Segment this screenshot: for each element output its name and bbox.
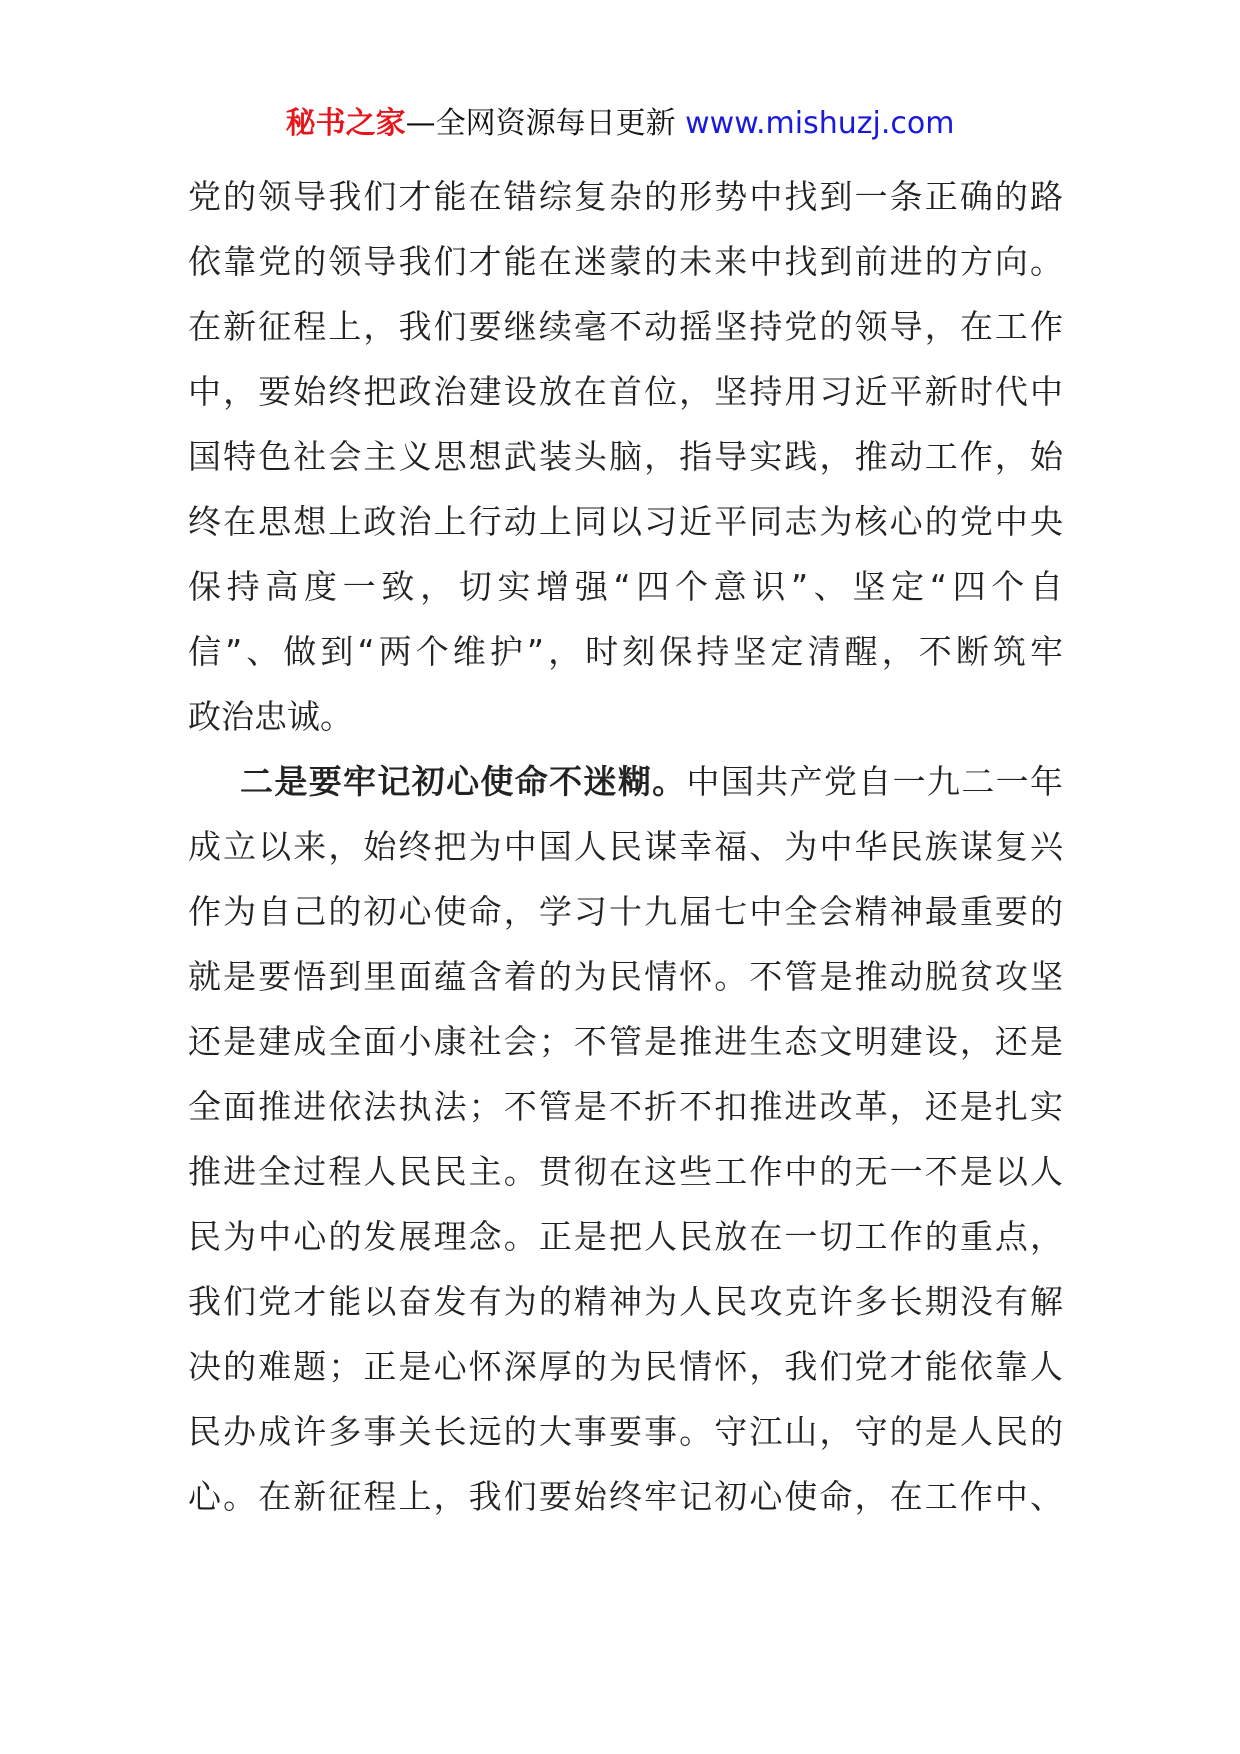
paragraph-2 [188,749,1063,1529]
site-brand: 秘书之家 [285,106,406,141]
text-line: 信”、做到“两个维护”，时刻保持坚定清醒，不断筑牢 [188,632,1063,671]
text-line: 中，要始终把政治建设放在首位，坚持用习近平新时代中 [188,372,1063,411]
text-line: 国特色社会主义思想武装头脑，指导实践，推动工作，始 [188,437,1063,476]
text-line: 政治忠诚。 [188,697,353,736]
paragraph-1 [188,164,1063,749]
text-line: 心。在新征程上，我们要始终牢记初心使命，在工作中、 [188,1477,1063,1516]
text-line: 就是要悟到里面蕴含着的为民情怀。不管是推动脱贫攻坚 [188,957,1063,996]
text-line: 终在思想上政治上行动上同以习近平同志为核心的党中央 [188,502,1063,541]
text-line: 推进全过程人民民主。贯彻在这些工作中的无一不是以人 [188,1152,1063,1191]
text-line: 民办成许多事关长远的大事要事。守江山，守的是人民的 [188,1412,1063,1451]
text-line: 依靠党的领导我们才能在迷蒙的未来中找到前进的方向。 [188,242,1063,281]
text-line: 党的领导我们才能在错综复杂的形势中找到一条正确的路 [188,177,1063,216]
text-line: 在新征程上，我们要继续毫不动摇坚持党的领导，在工作 [188,307,1063,346]
site-slogan: —全网资源每日更新 [405,106,686,141]
paragraph-heading: 二是要牢记初心使命不迷糊。 [240,762,687,801]
site-watermark-header [0,100,1240,148]
text-line: 民为中心的发展理念。正是把人民放在一切工作的重点， [188,1217,1063,1256]
text-line: 全面推进依法执法；不管是不折不扣推进改革，还是扎实 [188,1087,1063,1126]
text-line: 我们党才能以奋发有为的精神为人民攻克许多长期没有解 [188,1282,1063,1321]
text-line: 作为自己的初心使命，学习十九届七中全会精神最重要的 [188,892,1063,931]
text-line: 成立以来，始终把为中国人民谋幸福、为中华民族谋复兴 [188,827,1063,866]
heading-line-rest: 中国共产党自一九二一年 [686,762,1064,801]
text-line: 保持高度一致，切实增强“四个意识”、坚定“四个自 [188,567,1063,606]
site-url: www.mishuzj.com [685,106,955,141]
document-body [188,164,1063,1529]
text-line: 还是建成全面小康社会；不管是推进生态文明建设，还是 [188,1022,1063,1061]
text-line: 决的难题；正是心怀深厚的为民情怀，我们党才能依靠人 [188,1347,1063,1386]
text-line [188,749,1063,814]
